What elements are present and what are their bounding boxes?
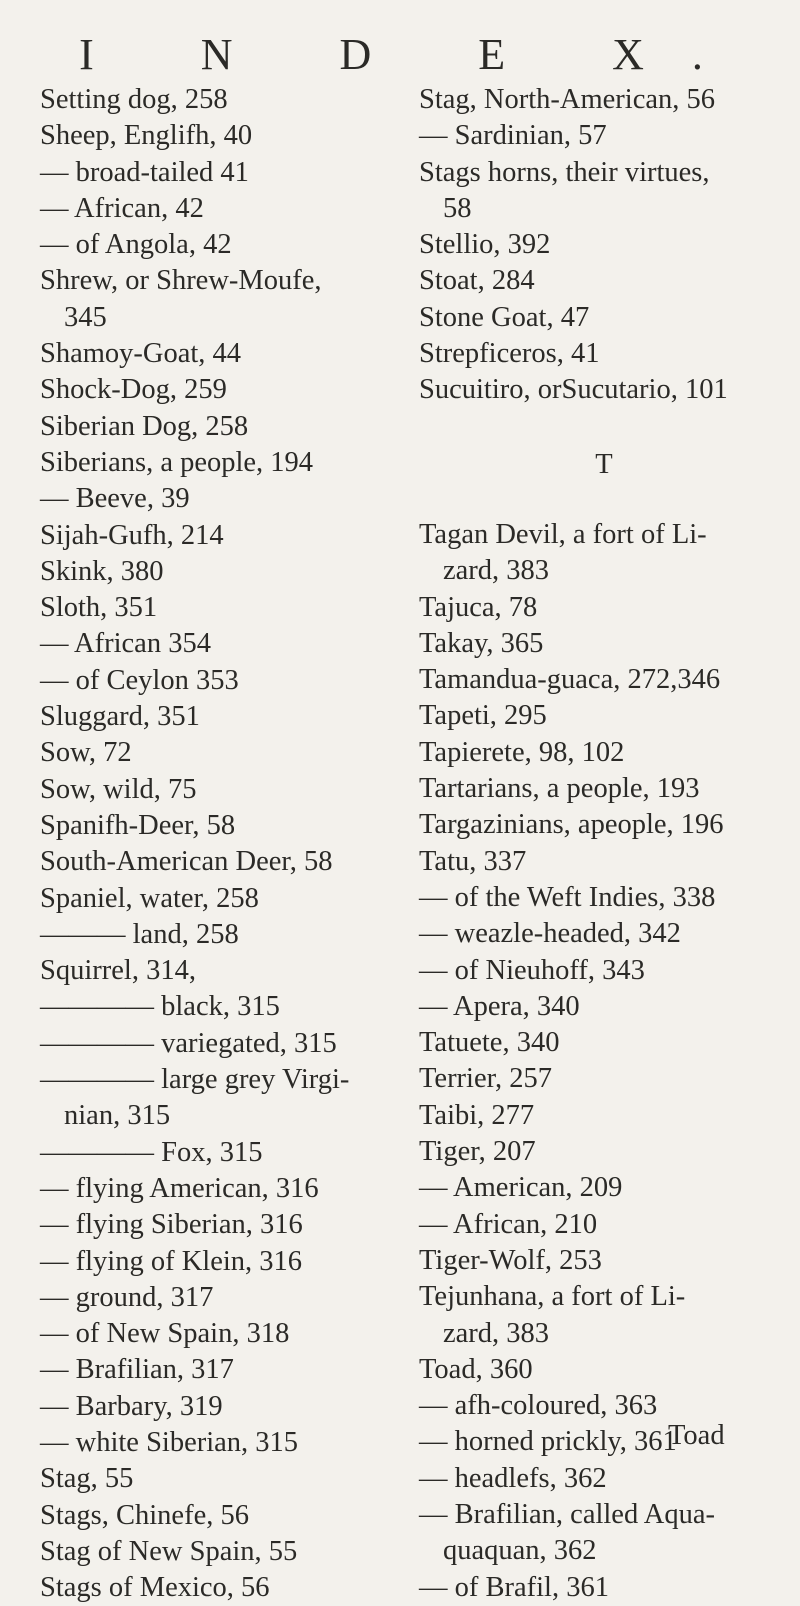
index-entry: — Apera, 340 bbox=[419, 990, 580, 1022]
index-entry: Squirrel, 314, bbox=[40, 955, 196, 987]
index-entry: — African, 42 bbox=[40, 192, 204, 224]
index-entry: Stellio, 392 bbox=[419, 229, 551, 261]
index-entry-continuation: quaquan, 362 bbox=[443, 1535, 597, 1567]
index-entry: Sow, 72 bbox=[40, 737, 132, 769]
index-entry: — Sardinian, 57 bbox=[419, 120, 607, 152]
index-entry: — headlefs, 362 bbox=[419, 1462, 607, 1494]
index-entry: — African 354 bbox=[40, 628, 211, 660]
index-entry: ———— Fox, 315 bbox=[40, 1136, 263, 1168]
index-entry: — Barbary, 319 bbox=[40, 1390, 223, 1422]
index-entry: Stone Goat, 47 bbox=[419, 301, 590, 333]
catchword: Toad bbox=[668, 1420, 725, 1451]
index-entry: Stoat, 284 bbox=[419, 265, 535, 297]
index-entry: — Beeve, 39 bbox=[40, 483, 190, 515]
index-entry: — of Ceylon 353 bbox=[40, 664, 239, 696]
index-entry: Sijah-Gufh, 214 bbox=[40, 519, 224, 551]
index-entry: Stag, 55 bbox=[40, 1463, 134, 1495]
index-entry: Spaniel, water, 258 bbox=[40, 882, 259, 914]
index-entry: — white Siberian, 315 bbox=[40, 1426, 299, 1458]
index-entry: South-American Deer, 58 bbox=[40, 846, 333, 878]
index-entry: ———— variegated, 315 bbox=[40, 1027, 337, 1059]
index-entry-continuation: 58 bbox=[443, 192, 472, 224]
index-entry: — ground, 317 bbox=[40, 1281, 214, 1313]
index-entry: Stag, North-American, 56 bbox=[419, 84, 716, 115]
page-header: I N D E X. bbox=[79, 30, 751, 79]
right-column bbox=[419, 82, 789, 1606]
index-entry: — Brafilian, 317 bbox=[40, 1354, 234, 1386]
index-entry: Tejunhana, a fort of Li- bbox=[419, 1281, 686, 1313]
index-entry: Siberian Dog, 258 bbox=[40, 410, 249, 442]
index-entry: Skink, 380 bbox=[40, 555, 164, 587]
index-entry-continuation: 345 bbox=[64, 301, 107, 333]
index-entry: — of Nieuhoff, 343 bbox=[419, 954, 645, 986]
index-entry: Terrier, 257 bbox=[419, 1063, 552, 1095]
index-entry: — of Angola, 42 bbox=[40, 229, 232, 261]
index-entry: Shock-Dog, 259 bbox=[40, 374, 227, 406]
index-entry-continuation: zard, 383 bbox=[443, 1317, 550, 1349]
section-letter: T bbox=[595, 448, 613, 480]
index-entry-continuation: zard, 383 bbox=[443, 555, 550, 587]
index-entry: Tartarians, a people, 193 bbox=[419, 773, 700, 805]
index-entry: Spanifh-Deer, 58 bbox=[40, 809, 236, 841]
index-entry: Stags of Mexico, 56 bbox=[40, 1572, 270, 1604]
index-entry: — flying of Klein, 316 bbox=[40, 1245, 303, 1277]
index-entry: — weazle-headed, 342 bbox=[419, 918, 681, 950]
index-entry: Tajuca, 78 bbox=[419, 591, 538, 623]
index-entry: ———— black, 315 bbox=[40, 991, 280, 1023]
index-entry: — flying Siberian, 316 bbox=[40, 1209, 303, 1241]
index-entry: Strepficeros, 41 bbox=[419, 338, 600, 370]
index-entry: ———— large grey Virgi- bbox=[40, 1064, 350, 1096]
index-entry: Sheep, Englifh, 40 bbox=[40, 120, 253, 152]
index-entry: — of the Weft Indies, 338 bbox=[419, 881, 716, 913]
index-entry: Tiger, 207 bbox=[419, 1136, 536, 1168]
index-entry: — flying American, 316 bbox=[40, 1172, 319, 1204]
index-entry: Tapeti, 295 bbox=[419, 700, 547, 732]
index-entry: Stags horns, their virtues, bbox=[419, 156, 710, 188]
index-entry: Tatu, 337 bbox=[419, 845, 527, 877]
index-entry: ——— land, 258 bbox=[40, 918, 239, 950]
index-entry: Siberians, a people, 194 bbox=[40, 446, 314, 478]
index-entry: Sloth, 351 bbox=[40, 592, 158, 624]
index-entry: Sluggard, 351 bbox=[40, 701, 200, 733]
index-entry: Tamandua-guaca, 272,346 bbox=[419, 664, 721, 696]
index-entry: Targazinians, apeople, 196 bbox=[419, 809, 724, 841]
index-entry: — Brafilian, called Aqua- bbox=[419, 1498, 715, 1530]
index-entry: Toad, 360 bbox=[419, 1353, 533, 1385]
left-column bbox=[40, 82, 349, 1606]
index-entry: Takay, 365 bbox=[419, 627, 544, 659]
index-entry: Taibi, 277 bbox=[419, 1099, 535, 1131]
index-entry: Tiger-Wolf, 253 bbox=[419, 1244, 602, 1276]
index-entry: Shrew, or Shrew-Moufe, bbox=[40, 265, 322, 297]
index-entry: Shamoy-Goat, 44 bbox=[40, 338, 242, 370]
index-entry: — broad-tailed 41 bbox=[40, 156, 249, 188]
index-entry: — horned prickly, 361 bbox=[419, 1426, 677, 1458]
index-entry: Sow, wild, 75 bbox=[40, 773, 197, 805]
index-entry: Tagan Devil, a fort of Li- bbox=[419, 518, 707, 550]
index-entry: Setting dog, 258 bbox=[40, 84, 228, 115]
index-entry: Tatuete, 340 bbox=[419, 1027, 560, 1059]
index-entry: — American, 209 bbox=[419, 1172, 623, 1204]
index-entry-continuation: nian, 315 bbox=[64, 1100, 171, 1132]
index-entry: Stag of New Spain, 55 bbox=[40, 1535, 298, 1567]
index-entry: — of Brafil, 361 bbox=[419, 1571, 609, 1603]
index-entry: — of New Spain, 318 bbox=[40, 1318, 290, 1350]
index-entry: Sucuitiro, orSucutario, 101 bbox=[419, 374, 728, 406]
index-entry: — African, 210 bbox=[419, 1208, 598, 1240]
index-entry: — afh-coloured, 363 bbox=[419, 1390, 658, 1422]
index-entry: Stags, Chinefe, 56 bbox=[40, 1499, 249, 1531]
index-entry: Tapierete, 98, 102 bbox=[419, 736, 625, 768]
